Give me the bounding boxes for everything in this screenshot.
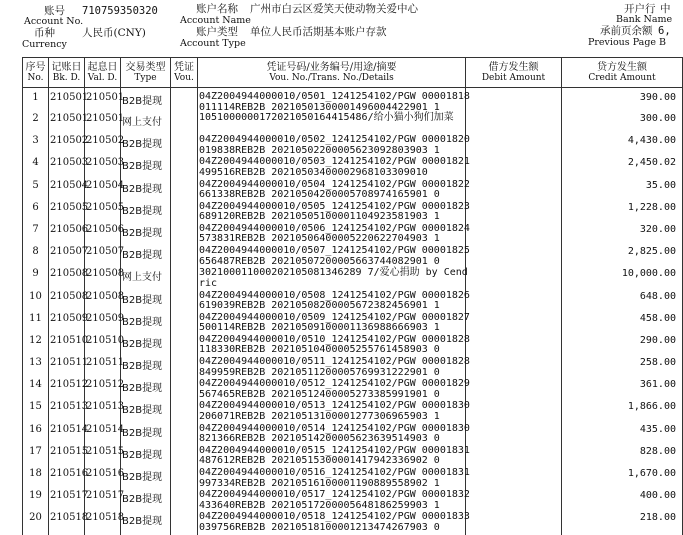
row-details-line1: 04Z2004944000010/0515_1241254102/PGW 00001831: [199, 444, 470, 456]
account-name-label: 账户名称: [196, 3, 238, 15]
row-bk-date: 210518: [49, 512, 85, 534]
row-credit: 1,670.00: [562, 468, 683, 490]
row-no: 18: [23, 468, 49, 490]
row-bk-date: 210510: [49, 335, 85, 357]
row-details-line2: 118330REB2B 20210510400005255761458903 0: [199, 344, 440, 356]
row-no: 5: [23, 180, 49, 202]
row-bk-date: 210513: [49, 401, 85, 423]
row-credit: 1,228.00: [562, 202, 683, 224]
row-vou: [171, 113, 198, 135]
row-debit: [466, 446, 562, 468]
row-vou: [171, 446, 198, 468]
row-bk-date: 210501: [49, 113, 85, 135]
row-credit: 320.00: [562, 224, 683, 246]
row-val-date: 210504: [85, 180, 121, 202]
row-no: 7: [23, 224, 49, 246]
table-row: [23, 180, 683, 202]
row-details-line1: 04Z2004944000010/0508_1241254102/PGW 00001826: [199, 289, 470, 301]
row-bk-date: 210515: [49, 446, 85, 468]
row-details-line1: 04Z2004944000010/0510_1241254102/PGW 00001828: [199, 333, 470, 345]
row-details-line1: 04Z2004944000010/0501_1241254102/PGW 00001818: [199, 91, 470, 102]
row-debit: [466, 335, 562, 357]
row-details-line1: 04Z2004944000010/0518_1241254102/PGW 00001833: [199, 511, 470, 523]
row-no: 15: [23, 401, 49, 423]
row-val-date: 210503: [85, 157, 121, 179]
row-debit: [466, 468, 562, 490]
row-debit: [466, 512, 562, 534]
table-row: [23, 490, 683, 512]
row-credit: 648.00: [562, 291, 683, 313]
row-type: B2B提现: [121, 246, 171, 268]
row-val-date: 210508: [85, 291, 121, 313]
row-details-line2: 689120REB2B 20210505100001104923581903 1: [199, 211, 440, 223]
row-details: [198, 268, 466, 290]
row-vou: [171, 291, 198, 313]
prev-balance-value: 6,: [658, 25, 671, 37]
row-details-line1: 04Z2004944000010/0507_1241254102/PGW 00001825: [199, 245, 470, 257]
row-details-line2: 573831REB2B 20210506400005220622704903 1: [199, 233, 440, 245]
row-details-line2: 500114REB2B 20210509100001136988666903 1: [199, 322, 440, 334]
row-details-line1: 04Z2004944000010/0506_1241254102/PGW 00001824: [199, 222, 470, 234]
row-no: 14: [23, 379, 49, 401]
row-val-date: 210512: [85, 379, 121, 401]
col-header-debit: 借方发生额 Debit Amount: [466, 58, 562, 88]
row-vou: [171, 357, 198, 379]
table-row: [23, 157, 683, 179]
bank-label: 开户行: [624, 3, 656, 15]
row-details-line1: 04Z2004944000010/0517_1241254102/PGW 00001832: [199, 489, 470, 501]
row-debit: [466, 424, 562, 446]
account-no-label: 账号: [44, 5, 65, 17]
row-debit: [466, 202, 562, 224]
row-debit: [466, 291, 562, 313]
row-type: B2B提现: [121, 313, 171, 335]
row-bk-date: 210517: [49, 490, 85, 512]
row-details-line1: 04Z2004944000010/0505_1241254102/PGW 00001823: [199, 200, 470, 212]
row-type: B2B提现: [121, 379, 171, 401]
row-debit: [466, 246, 562, 268]
row-details: [198, 511, 470, 534]
row-bk-date: 210508: [49, 291, 85, 313]
row-details: [198, 400, 470, 423]
row-val-date: 210506: [85, 224, 121, 246]
row-type: B2B提现: [121, 224, 171, 246]
row-no: 6: [23, 202, 49, 224]
row-vou: [171, 424, 198, 446]
row-no: 12: [23, 335, 49, 357]
row-vou: [171, 268, 198, 290]
row-details-line2: 433640REB2B 20210517200005648186259903 1: [199, 499, 440, 511]
row-details-line1: 04Z2004944000010/0511_1241254102/PGW 00001828: [199, 356, 470, 368]
row-vou: [171, 490, 198, 512]
row-details: [198, 178, 470, 202]
row-type: B2B提现: [121, 401, 171, 423]
row-credit: 828.00: [562, 446, 683, 468]
table-row: [23, 113, 683, 135]
row-no: 2: [23, 113, 49, 135]
prev-balance-label: 承前页余额: [600, 25, 653, 37]
row-debit: [466, 490, 562, 512]
row-details-line1: 04Z2004944000010/0514_1241254102/PGW 00001830: [199, 422, 470, 434]
row-vou: [171, 246, 198, 268]
row-no: 8: [23, 246, 49, 268]
row-no: 10: [23, 291, 49, 313]
table-row: [23, 202, 683, 224]
row-val-date: 210518: [85, 512, 121, 534]
row-debit: [466, 224, 562, 246]
row-val-date: 210513: [85, 401, 121, 423]
row-details: [198, 289, 470, 313]
row-credit: 400.00: [562, 490, 683, 512]
table-row: [23, 401, 683, 423]
row-no: 17: [23, 446, 49, 468]
row-val-date: 210509: [85, 313, 121, 335]
row-details-line2: 849959REB2B 20210511200005769931222901 0: [199, 366, 440, 378]
row-bk-date: 210511: [49, 357, 85, 379]
row-val-date: 210510: [85, 335, 121, 357]
row-debit: [466, 357, 562, 379]
row-debit: [466, 88, 562, 114]
row-details-line1: 04Z2004944000010/0516_1241254102/PGW 00001831: [199, 467, 470, 478]
row-details: [198, 134, 470, 157]
row-credit: 390.00: [562, 88, 683, 114]
row-no: 11: [23, 313, 49, 335]
table-row: [23, 424, 683, 446]
row-vou: [171, 202, 198, 224]
row-details-line1: 1051000000172021050164415486/给小猫小狗们加菜: [199, 112, 454, 123]
row-details-line2: 206071REB2B 20210513100001277306965903 1: [199, 410, 440, 422]
row-bk-date: 210512: [49, 379, 85, 401]
row-credit: 2,825.00: [562, 246, 683, 268]
row-no: 1: [23, 88, 49, 114]
row-debit: [466, 180, 562, 202]
row-type: B2B提现: [121, 180, 171, 202]
row-details: [198, 156, 470, 179]
row-details-line1: 302100011000202105081346289 7/爱心捐助 by Cend: [199, 267, 468, 279]
row-details-line1: 04Z2004944000010/0502_1241254102/PGW 00001820: [199, 134, 470, 146]
row-bk-date: 210509: [49, 313, 85, 335]
row-details: [198, 245, 470, 268]
row-type: B2B提现: [121, 468, 171, 490]
row-details-line1: 04Z2004944000010/0513_1241254102/PGW 00001830: [199, 400, 470, 412]
row-vou: [171, 157, 198, 179]
row-no: 20: [23, 512, 49, 534]
row-vou: [171, 88, 198, 114]
row-credit: 458.00: [562, 313, 683, 335]
row-vou: [171, 180, 198, 202]
row-details-line1: 04Z2004944000010/0503_1241254102/PGW 00001821: [199, 156, 470, 168]
bank-value: 中: [660, 3, 671, 15]
table-row: [23, 313, 683, 335]
row-details-line2: 019838REB2B 20210502200005623092803903 1: [199, 144, 440, 156]
row-val-date: 210501: [85, 88, 121, 114]
row-type: B2B提现: [121, 291, 171, 313]
currency-label-en: Currency: [22, 39, 67, 50]
row-details: [198, 378, 470, 401]
row-val-date: 210516: [85, 468, 121, 490]
row-bk-date: 210516: [49, 468, 85, 490]
row-bk-date: 210502: [49, 135, 85, 157]
table-row: [23, 512, 683, 534]
row-type: B2B提现: [121, 357, 171, 379]
row-credit: 361.00: [562, 379, 683, 401]
bank-label-en: Bank Name: [616, 14, 673, 25]
row-no: 19: [23, 490, 49, 512]
row-details-line1: 04Z2004944000010/0504_1241254102/PGW 00001822: [199, 178, 470, 190]
account-name-value: 广州市白云区爱笑天使动物关爱中心: [250, 3, 418, 15]
row-no: 4: [23, 157, 49, 179]
account-no-label-en: Account No.: [24, 16, 84, 27]
row-details: [198, 422, 470, 446]
row-type: B2B提现: [121, 88, 171, 114]
row-debit: [466, 157, 562, 179]
row-debit: [466, 379, 562, 401]
row-type: 网上支付: [121, 268, 171, 290]
row-credit: 290.00: [562, 335, 683, 357]
row-details: [198, 222, 470, 246]
row-bk-date: 210504: [49, 180, 85, 202]
table-row: [23, 135, 683, 157]
row-vou: [171, 468, 198, 490]
row-details: [198, 467, 470, 490]
row-credit: 35.00: [562, 180, 683, 202]
account-type-value: 单位人民币活期基本账户存款: [250, 26, 387, 38]
col-header-details: 凭证号码/业务编号/用途/摘要 Vou. No./Trans. No./Details: [198, 58, 466, 88]
table-row: [23, 224, 683, 246]
row-details-line2: ric: [199, 277, 218, 289]
row-no: 3: [23, 135, 49, 157]
row-credit: 218.00: [562, 512, 683, 534]
row-type: B2B提现: [121, 157, 171, 179]
row-details-line2: 661338REB2B 20210504200005708974165901 0: [199, 189, 440, 201]
row-credit: 300.00: [562, 113, 683, 135]
row-bk-date: 210508: [49, 268, 85, 290]
row-details: [198, 88, 470, 114]
col-header-val-date: 起息日 Val. D.: [85, 58, 121, 88]
account-no-value: 710759350320: [82, 5, 158, 17]
table-row: [23, 446, 683, 468]
table-row: [23, 335, 683, 357]
row-type: B2B提现: [121, 202, 171, 224]
row-details: [198, 489, 470, 512]
table-body: [23, 88, 683, 535]
row-val-date: 210502: [85, 135, 121, 157]
row-vou: [171, 512, 198, 534]
account-type-label-en: Account Type: [180, 38, 246, 49]
table-header-row: [23, 58, 683, 88]
row-no: 16: [23, 424, 49, 446]
row-val-date: 210507: [85, 246, 121, 268]
row-details-line2: 567465REB2B 20210512400005273385991901 0: [199, 388, 440, 400]
row-details-line2: 997334REB2B 20210516100001190889558902 1: [199, 477, 440, 489]
row-details: [198, 356, 470, 379]
row-debit: [466, 135, 562, 157]
row-vou: [171, 401, 198, 423]
row-val-date: 210514: [85, 424, 121, 446]
row-type: B2B提现: [121, 512, 171, 534]
row-no: 9: [23, 268, 49, 290]
row-vou: [171, 135, 198, 157]
row-details-line2: 656487REB2B 20210507200005663744082901 0: [199, 255, 440, 267]
row-vou: [171, 224, 198, 246]
currency-value: 人民币(CNY): [82, 27, 146, 39]
row-vou: [171, 313, 198, 335]
row-details-line2: 487612REB2B 20210515300001417942336902 0: [199, 455, 440, 467]
table-row: [23, 468, 683, 490]
row-details-line2: 039756REB2B 20210518100001213474267903 0: [199, 521, 440, 533]
col-header-bk-date: 记账日 Bk. D.: [49, 58, 85, 88]
row-val-date: 210517: [85, 490, 121, 512]
account-type-label: 账户类型: [196, 26, 238, 38]
row-val-date: 210515: [85, 446, 121, 468]
row-details-line2: 821366REB2B 20210514200005623639514903 0: [199, 433, 440, 445]
row-details: [198, 444, 470, 468]
statement-table: [22, 57, 683, 535]
table-row: [23, 246, 683, 268]
prev-balance-label-en: Previous Page B: [588, 37, 667, 48]
row-credit: 1,866.00: [562, 401, 683, 423]
row-bk-date: 210506: [49, 224, 85, 246]
row-details-line2: 499516REB2B 20210503400002968103309010: [199, 166, 428, 178]
row-type: B2B提现: [121, 335, 171, 357]
table-row: [23, 291, 683, 313]
row-debit: [466, 313, 562, 335]
col-header-type: 交易类型 Type: [121, 58, 171, 88]
row-details-line1: 04Z2004944000010/0509_1241254102/PGW 00001827: [199, 311, 470, 323]
row-val-date: 210501: [85, 113, 121, 135]
col-header-credit: 贷方发生额 Credit Amount: [562, 58, 683, 88]
table-row: [23, 379, 683, 401]
row-credit: 4,430.00: [562, 135, 683, 157]
row-bk-date: 210505: [49, 202, 85, 224]
row-credit: 435.00: [562, 424, 683, 446]
row-debit: [466, 268, 562, 290]
row-debit: [466, 113, 562, 135]
row-bk-date: 210514: [49, 424, 85, 446]
currency-label: 币种: [34, 27, 55, 39]
row-credit: 2,450.02: [562, 157, 683, 179]
row-details-line2: 011114REB2B 20210501300001496004422901 1: [199, 101, 440, 113]
row-credit: 10,000.00: [562, 268, 683, 290]
account-name-label-en: Account Name: [180, 15, 251, 26]
row-val-date: 210508: [85, 268, 121, 290]
table-row: [23, 357, 683, 379]
table-row: [23, 88, 683, 114]
row-val-date: 210511: [85, 357, 121, 379]
col-header-vou: 凭证 Vou.: [171, 58, 198, 88]
row-bk-date: 210503: [49, 157, 85, 179]
row-debit: [466, 401, 562, 423]
row-type: B2B提现: [121, 424, 171, 446]
row-credit: 258.00: [562, 357, 683, 379]
row-type: B2B提现: [121, 490, 171, 512]
row-vou: [171, 379, 198, 401]
row-bk-date: 210507: [49, 246, 85, 268]
row-details: [198, 311, 470, 335]
col-header-no: 序号 No.: [23, 58, 49, 88]
row-type: 网上支付: [121, 113, 171, 135]
row-details: [198, 113, 466, 135]
row-details-line1: 04Z2004944000010/0512_1241254102/PGW 00001829: [199, 378, 470, 390]
row-val-date: 210505: [85, 202, 121, 224]
row-details: [198, 200, 470, 224]
row-type: B2B提现: [121, 135, 171, 157]
row-type: B2B提现: [121, 446, 171, 468]
row-no: 13: [23, 357, 49, 379]
table-row: [23, 268, 683, 290]
row-vou: [171, 335, 198, 357]
row-bk-date: 210501: [49, 88, 85, 114]
row-details-line2: 619039REB2B 20210508200005672382456901 1: [199, 300, 440, 311]
row-details: [198, 333, 470, 357]
